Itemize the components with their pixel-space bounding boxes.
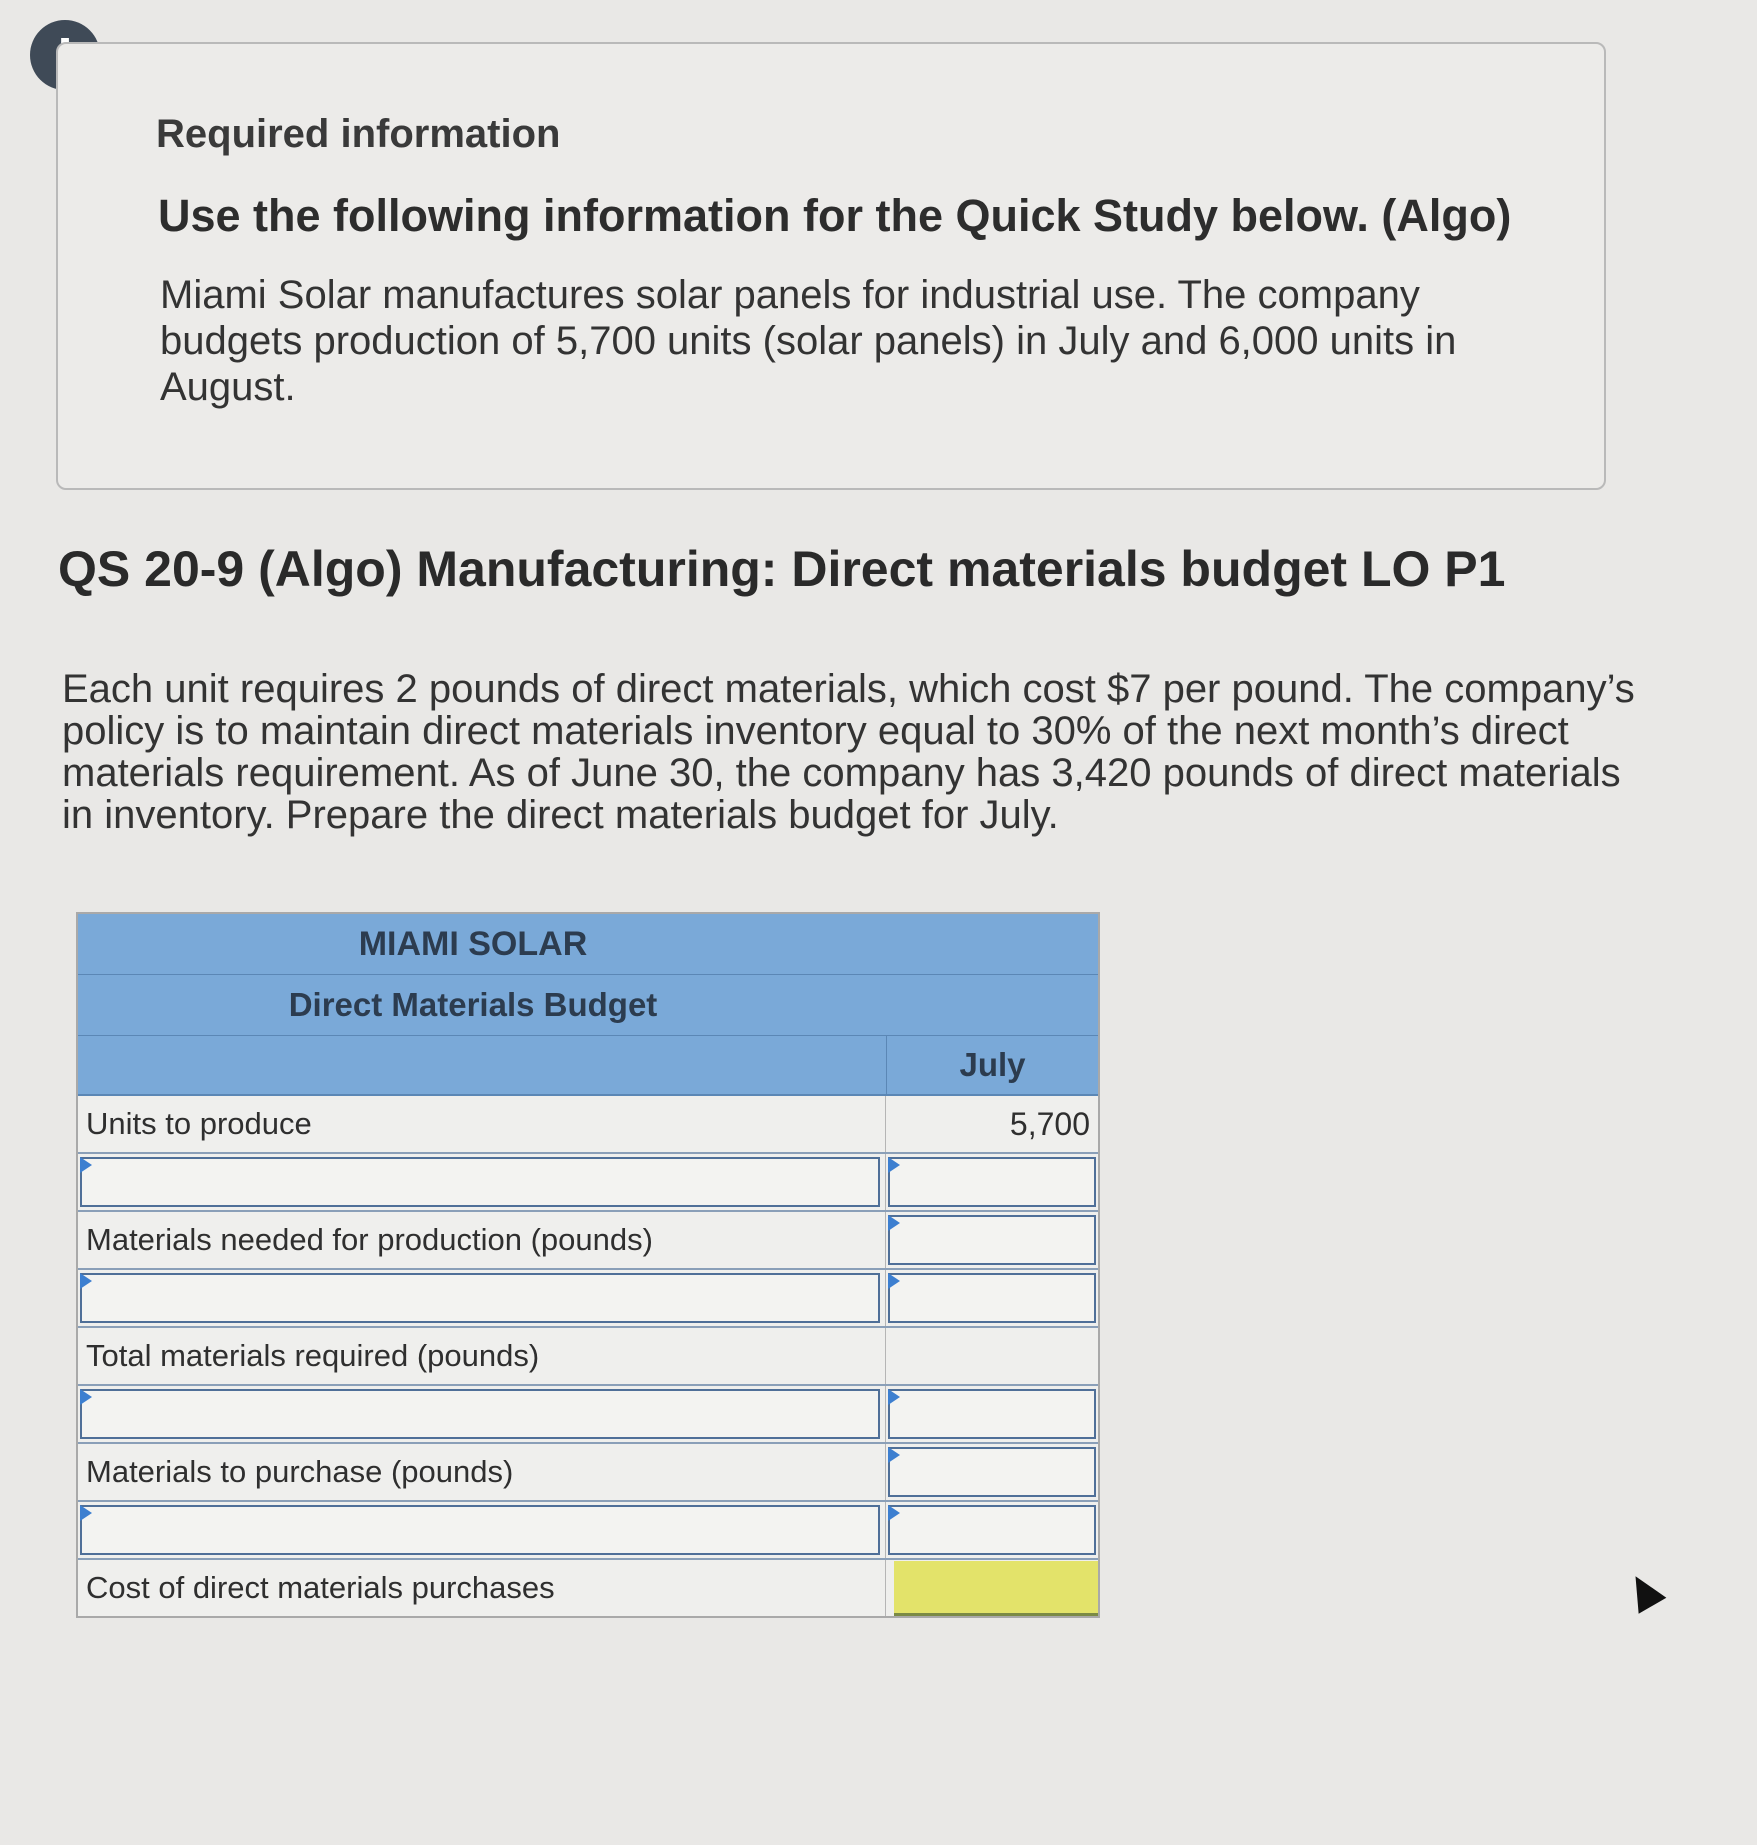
cost-of-purchases-value-cell bbox=[886, 1560, 1098, 1616]
cost-of-purchases-total-field bbox=[894, 1561, 1098, 1616]
direct-materials-budget-table bbox=[76, 912, 1100, 1618]
table-row bbox=[78, 1212, 1098, 1270]
column-header-row bbox=[78, 1036, 1098, 1096]
table-row bbox=[78, 1270, 1098, 1328]
budget-title: Direct Materials Budget bbox=[78, 975, 1098, 1036]
total-materials-required-label: Total materials required (pounds) bbox=[78, 1328, 886, 1384]
table-row bbox=[78, 1386, 1098, 1444]
table-row bbox=[78, 1560, 1098, 1616]
row-value-input[interactable] bbox=[888, 1389, 1096, 1439]
row-value-cell bbox=[886, 1386, 1098, 1442]
materials-to-purchase-label: Materials to purchase (pounds) bbox=[78, 1444, 886, 1500]
row-label-input[interactable] bbox=[80, 1157, 880, 1207]
materials-to-purchase-input[interactable] bbox=[888, 1447, 1096, 1497]
total-materials-required-value bbox=[886, 1328, 1098, 1384]
required-information-heading: Required information bbox=[156, 112, 561, 156]
required-information-box bbox=[56, 42, 1606, 490]
question-title: QS 20-9 (Algo) Manufacturing: Direct materials budget LO P1 bbox=[58, 541, 1506, 597]
table-row bbox=[78, 1154, 1098, 1212]
company-name: MIAMI SOLAR bbox=[78, 914, 1098, 975]
row-value-input[interactable] bbox=[888, 1505, 1096, 1555]
materials-needed-label: Materials needed for production (pounds) bbox=[78, 1212, 886, 1268]
row-label-input[interactable] bbox=[80, 1389, 880, 1439]
row-value-cell bbox=[886, 1270, 1098, 1326]
row-label-input[interactable] bbox=[80, 1505, 880, 1555]
table-row bbox=[78, 1502, 1098, 1560]
table-row bbox=[78, 1096, 1098, 1154]
row-label-cell bbox=[78, 1154, 886, 1210]
question-text: Each unit requires 2 pounds of direct materials, which cost $7 per pound. The company’s policy is to maintain direct materials inventory equal to 30% of the next month’s direct materials requirement. As of June 30, the company has 3,420 pounds of direct materials in inventory. Prepare the direct materials budget for July. bbox=[62, 667, 1635, 837]
materials-to-purchase-value-cell bbox=[886, 1444, 1106, 1500]
row-value-input[interactable] bbox=[888, 1273, 1096, 1323]
table-row bbox=[78, 1444, 1098, 1502]
label-column-header bbox=[78, 1036, 887, 1094]
row-label-cell bbox=[78, 1502, 886, 1558]
materials-needed-input[interactable] bbox=[888, 1215, 1096, 1265]
units-to-produce-value: 5,700 bbox=[1009, 1105, 1090, 1142]
info-subheading: Use the following information for the Quick Study below. (Algo) bbox=[158, 190, 1512, 241]
mouse-cursor-icon bbox=[1622, 1568, 1667, 1613]
table-row bbox=[78, 1328, 1098, 1386]
row-label-input[interactable] bbox=[80, 1273, 880, 1323]
row-value-cell bbox=[886, 1502, 1098, 1558]
scenario-text: Miami Solar manufactures solar panels for industrial use. The company budgets production of 5,700 units (solar panels) in July and 6,000 units in August. bbox=[160, 273, 1457, 409]
cost-of-purchases-label: Cost of direct materials purchases bbox=[78, 1560, 886, 1616]
materials-needed-value-cell bbox=[886, 1212, 1106, 1268]
row-value-input[interactable] bbox=[888, 1157, 1096, 1207]
units-to-produce-label: Units to produce bbox=[78, 1096, 886, 1152]
row-label-cell bbox=[78, 1386, 886, 1442]
row-label-cell bbox=[78, 1270, 886, 1326]
july-column-header: July bbox=[959, 1046, 1026, 1083]
row-value-cell bbox=[886, 1154, 1098, 1210]
